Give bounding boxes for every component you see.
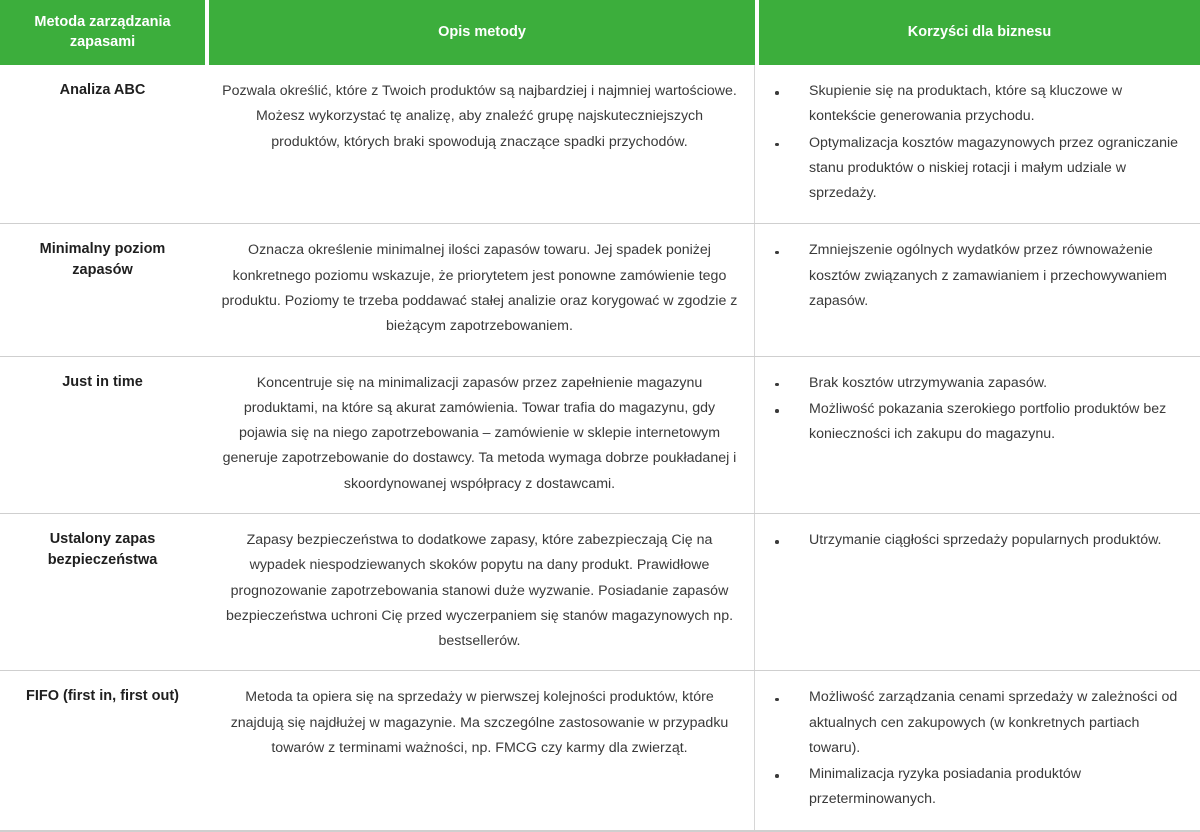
benefit-text: Skupienie się na produktach, które są kluczowe w kontekście generowania przychodu. — [809, 83, 1123, 125]
benefits-list — [767, 79, 1186, 206]
benefit-list-item — [767, 397, 1186, 448]
cell-method-name: Just in time — [62, 373, 143, 390]
bullet-dot-icon — [775, 383, 779, 387]
benefit-text: Możliwość zarządzania cenami sprzedaży w zależności od aktualnych cen zakupowych (w konkretnych partiach towaru). — [809, 689, 1178, 756]
table-row — [0, 224, 1200, 356]
table-body — [0, 65, 1200, 831]
cell-method-description: Zapasy bezpieczeństwa to dodatkowe zapasy, które zabezpieczają Cię na wypadek niespodziewanych skoków popytu na dany produkt. Prawidłowe prognozowanie zapotrzebowania stanowi duże wyzwanie. Posiadanie zapasów bezpieczeństwa uchroni Cię przed wyczerpaniem się stanów magazynowych np. bestsellerów. — [205, 514, 755, 670]
cell-method-description: Metoda ta opiera się na sprzedaży w pierwszej kolejności produktów, które znajdują się najdłużej w magazynie. Ma szczególne zastosowanie w przypadku towarów z terminami ważności, np. FMCG czy karmy dla zwierząt. — [205, 671, 755, 829]
benefit-list-item — [767, 762, 1186, 813]
table-row — [0, 671, 1200, 830]
benefit-text: Brak kosztów utrzymywania zapasów. — [809, 374, 1048, 391]
bullet-dot-icon — [775, 143, 779, 147]
cell-method-description: Koncentruje się na minimalizacji zapasów przez zapełnienie magazynu produktami, na które są akurat zamówienia. Towar trafia do magazynu, gdy pojawia się na niego zapotrzebowania – zamówienie w sklepie internetowym generuje zapotrzebowanie do dostawcy. Ta metoda wymaga dobrze poukładanej i skoordynowanej współpracy z dostawcami. — [205, 357, 755, 513]
cell-business-benefits — [755, 65, 1200, 223]
cell-method-name: Analiza ABC — [59, 82, 146, 98]
benefit-text: Minimalizacja ryzyka posiadania produktów przeterminowanych. — [809, 766, 1082, 808]
bullet-dot-icon — [775, 540, 779, 544]
column-header-description: Opis metody — [209, 0, 755, 65]
cell-business-benefits — [755, 357, 1200, 513]
benefits-list — [767, 371, 1186, 448]
table-header-row — [0, 0, 1200, 65]
bullet-dot-icon — [775, 251, 779, 255]
cell-method-description: Pozwala określić, które z Twoich produktów są najbardziej i najmniej wartościowe. Możesz wykorzystać tę analizę, aby znaleźć grupę najskuteczniejszych produktów, których braki spowodują znaczące spadki przychodów. — [205, 65, 755, 223]
bullet-dot-icon — [775, 91, 779, 95]
benefit-list-item — [767, 371, 1186, 396]
benefits-list — [767, 528, 1186, 553]
cell-method-name: FIFO (first in, first out) — [25, 688, 180, 705]
bullet-dot-icon — [775, 774, 779, 778]
benefit-text: Utrzymanie ciągłości sprzedaży popularnych produktów. — [809, 531, 1162, 548]
cell-business-benefits — [755, 514, 1200, 670]
benefit-text: Możliwość pokazania szerokiego portfolio produktów bez konieczności ich zakupu do magazynu. — [809, 400, 1167, 443]
benefit-list-item — [767, 79, 1186, 130]
benefit-list-item — [767, 131, 1186, 207]
benefit-text: Zmniejszenie ogólnych wydatków przez równoważenie kosztów związanych z zamawianiem i przechowywaniem zapasów. — [809, 242, 1167, 309]
cell-business-benefits — [755, 224, 1200, 355]
table-row — [0, 514, 1200, 671]
bullet-dot-icon — [775, 409, 779, 413]
cell-method-name: Ustalony zapas bezpieczeństwa — [47, 530, 158, 568]
benefits-list — [767, 238, 1186, 314]
bullet-dot-icon — [775, 698, 779, 702]
column-header-benefits: Korzyści dla biznesu — [759, 0, 1200, 65]
benefit-list-item — [767, 528, 1186, 553]
column-header-method: Metoda zarządzania zapasami — [0, 0, 205, 65]
benefits-list — [767, 685, 1186, 812]
cell-method-name: Minimalny poziom zapasów — [39, 241, 166, 279]
table-row — [0, 65, 1200, 224]
cell-method-description: Oznacza określenie minimalnej ilości zapasów towaru. Jej spadek poniżej konkretnego poziomu wskazuje, że priorytetem jest ponowne zamówienie tego produktu. Poziomy te trzeba poddawać stałej analizie oraz korygować w zgodzie z bieżącym zapotrzebowaniem. — [205, 224, 755, 355]
benefit-list-item — [767, 685, 1186, 761]
cell-business-benefits — [755, 671, 1200, 829]
benefit-list-item — [767, 238, 1186, 314]
benefit-text: Optymalizacja kosztów magazynowych przez ograniczanie stanu produktów o niskiej rotacji i małym udziale w sprzedaży. — [809, 134, 1179, 202]
table-row — [0, 357, 1200, 514]
